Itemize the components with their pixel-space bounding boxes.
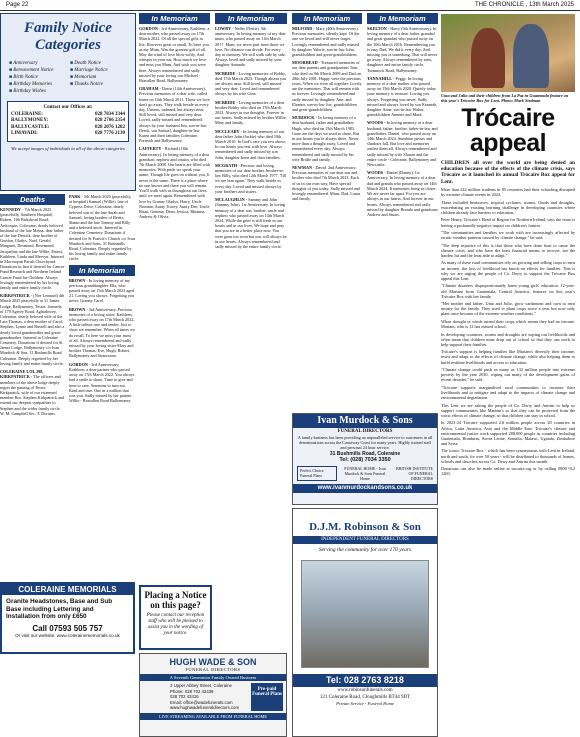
story-paragraph: Donations can also be made online at trocaire.org or by calling 0800 912 1200.: [441, 466, 575, 477]
wade-email: Email: office@wadefunerals.com: [170, 699, 233, 705]
category-item: ■ Death Notice: [70, 60, 131, 67]
notice-entry: [215, 129, 287, 160]
memoriam-heading-3: In Memoriam: [139, 13, 210, 24]
notice-name: GORDON: [69, 361, 88, 367]
office-town: COLERAINE:: [11, 111, 43, 117]
deaths-list: [0, 207, 65, 416]
notice-entry: [292, 60, 362, 112]
notice-entry: [139, 26, 210, 83]
story-paragraph: "Climate disasters disproportionately harm young girls' education. 12-year-old Mariam from Guatemala, Central America, features on this year's Trócaire Box with her family.: [441, 283, 575, 299]
memorials-title: COLERAINE MEMORIALS: [2, 584, 133, 595]
contact-offices: [7, 101, 129, 142]
photo-caption: Uma and Julia and their children from La Paz in Guatemala feature on this year's Trócaire Box for Lent. Photo: Mark Stedman: [441, 93, 569, 103]
notice-name: COLERAINE LOL 298, KIRKPATRICK: [0, 369, 44, 380]
category-item: ■ Anniversary: [9, 60, 70, 67]
story-paragraph: "The communities and families we work with are increasingly affected by erratic weather patterns caused by climate change," he said.: [441, 230, 575, 241]
memoriam-heading-6: In Memoriam: [367, 13, 438, 24]
memoriam-list-6: [367, 26, 438, 217]
office-town: LIMAVADI:: [11, 131, 38, 136]
category-item: ■ Birthday Memories: [9, 81, 70, 88]
trocaire-family-photo: [441, 14, 575, 92]
wade-fax: 028 702 43416: [170, 694, 199, 700]
story-paragraph: The iconic Trócaire Box - which has been synonymous with Lent in Ireland, north and south, for over 50 years - will be distributed to thousands of homes, schools and churches across Co. Derry and Antrim this month.: [441, 448, 575, 464]
ivan-body: A family business has been providing an unparalleled service to customers in all denominations across the Causeway Coast for many years. Highly trained staff and personal 24 hour service.: [297, 435, 433, 450]
notice-entry: [0, 369, 65, 416]
memorials-web: Or visit our website: www.colerainememorials.co.uk: [15, 632, 120, 638]
notice-text: - 7th March 2025 (peacefully, Southern Hospital) Robert, 166 Parkshead Road, Ardcospin, Coleraine, dearly beloved husband of the late Meina, dear father of the late Derrick, dear brother of Gordon, Gladys, Noel, Gerald, Margaret, Desmond, Rosemond, Jacqueline and the late Willie, Ernest, Kathleen, Linda and Mervyn. Interred in Macosquin Parish Churchyard. Donations in lieu if desired for Cancer Fund Research and Northern Ireland Cancer Fund for Children. Always lovingly remembered by his loving family and entire family circle.: [0, 207, 65, 291]
story-paragraph: In 2023-24 Trócaire supported 2.6 million people across 20 countries in Africa, Latin America, Asia and the Middle East. Trócaire's climate and environmental justice work supported 288,000 people in countries including Guatemala, Honduras, Sierra Leone, Somalia, Malawi, Uganda, Zimbabwe and Syria.: [441, 420, 575, 446]
notice-name: BROWN: [69, 277, 86, 283]
memoriam-column-6: [367, 13, 438, 413]
ivan-tel: Tel: (028) 7034 3350: [339, 457, 391, 463]
wade-phone: Phone: 028 702 43438: [170, 688, 214, 694]
memoriam-list-2: [69, 278, 135, 404]
notice-text: - In loving memory of my precious granddaughter Ella, who passed away on 15th March 2023 aged 21. Loving you always, Forgetting you never. Granny Carol.: [69, 277, 135, 304]
story-paragraph: CHILDREN all over the world are being denied an education because of the effects of the climate crisis, says Trócaire as it launched its annual Trócaire Box appeal for Lent.: [441, 160, 575, 185]
notice-name: GORDON: [139, 26, 158, 31]
hugh-wade-ad: [139, 653, 287, 737]
story-paragraph: As many of these rural communities rely on growing and selling crops to earn an income, the loss of livelihood has knock-on effects for families. This is why we are urging the people of Co. Derry to support the Trócaire Box appeal this Lent.: [441, 260, 576, 281]
notice-entry: [367, 120, 438, 167]
notice-text: - Sammy and John (Sammy John). 1st Anniversary. In loving memory of a dear son, brother, uncle and nephew who passed away on 14th March 2024. While the grief is still fresh in our hearts and in our lives, We hope and pray that you are in a better place now. You were gone too soon but you will always be in our hearts. Always remembered and sadly missed by the entire family circle.: [215, 197, 287, 249]
category-item: ■ Memoriam: [70, 74, 131, 81]
djm-tag: Serving the community for over 170 years: [318, 547, 412, 553]
story-paragraph: This Lent we are asking the people of Co. Derry and Antrim to help us support communities like Mariam's so that they can be protected from the worst effects of climate change, so that children can stay in school.: [441, 402, 575, 418]
page-number: Page 22: [6, 2, 29, 8]
notice-name: GRAHAM: [139, 86, 159, 92]
notice-name: MURDOCK: [292, 115, 315, 121]
ivan-plan-badge: Perfect Choice Funeral Plans: [297, 466, 337, 481]
notice-name: MCLAUGHLIN: [215, 197, 245, 203]
story-paragraph: "The deep injustice of this is that those who have done least to cause the climate crisis, and who have the least financial means to recover, are the hardest hit and the least able to adapt.": [441, 242, 575, 259]
notice-entry: [69, 307, 135, 359]
notice-name: KENNEDY: [0, 207, 21, 212]
office-phone: 028 7034 3344: [95, 111, 125, 117]
memoriam-heading-2: In Memoriam: [69, 265, 135, 276]
notice-name: TANNAHILL: [367, 75, 393, 81]
story-paragraph: When drought or winds ruined their crops which meant they had no income. Mariam, who is 12 has missed school.: [441, 318, 575, 330]
story-paragraph: "Climate change could push as many as 132 million people into extreme poverty by the year 2030, wiping out many of the development gains of recent decades," he said.: [441, 367, 575, 383]
notice-name: WOODS: [367, 170, 384, 176]
category-list: [9, 60, 131, 95]
notice-entry: [215, 26, 287, 68]
photo-figure-mother: [471, 28, 505, 88]
notice-entry: [292, 26, 362, 57]
notice-entry: [215, 163, 287, 194]
notice-name: MCCLEARY: [215, 128, 240, 134]
memoriam-list-5: [292, 26, 362, 202]
office-town: BALLYCASTLE:: [11, 124, 50, 130]
notice-text: - 3rd Anniversary, Kathleen, a dear partner who passed away on 17th March 2022. You always had a smile to share. Time to give and time to care. Someone to turn too. Kind and true. One in a million that was you. Sadly missed by her partner Willie - Bravallen Road Ballymoney.: [69, 361, 135, 404]
memoriam-list-4: [215, 26, 287, 249]
ivan-murdock-ad: [292, 413, 438, 505]
story-paragraph: In developing countries, storms and droughts are wiping out livelihoods and often mean that children must drop out of school so that they can work to help support their families.: [441, 331, 575, 347]
djm-web[interactable]: www.robinsonfunerals.com: [337, 688, 393, 693]
notice-name: WOODS: [367, 120, 384, 126]
notice-entry: [367, 170, 438, 217]
djm-robinson-ad: [292, 508, 438, 737]
ivan-sub: FUNERAL DIRECTORS: [337, 429, 393, 434]
notice-text: - David. 2nd Anniversary. Precious memories of our dear son and brother who died 7th March 2023. Each of us in our own way, Have special thoughts of you today. Sadly missed and lovingly remembered. Mum, Dad, Laura and family.: [292, 165, 361, 202]
notice-text: - Mary (40th Anniversary). Precious memories, silently kept. Of the one we loved and will never forget. Lovingly remembered and sadly missed by daughter Valerie, son-in-law John, grandchildren and great-grandchildren.: [292, 26, 360, 58]
memorials-body: Granite Headstones, Base and Sub Base including Lettering and Installation from only £650: [6, 598, 113, 621]
notice-name: NEWMAN: [292, 165, 313, 171]
paper-date: THE CHRONICLE , 13th March 2025: [474, 2, 574, 8]
notice-text: - Treasured memories of our dear parents and grandparents Tom, who died on 9th March 2009 and Dad on 28th July 2001. Happy were the precious years, When we were all together. Lovely are the memories, That will remain with us forever. Lovingly remembered and sadly missed by daughter, Ann, and Eleanor, son-in-law Joe, grandchildren and great-grandchildren.: [292, 60, 362, 113]
family-notice-categories: [0, 13, 136, 191]
notice-entry: [215, 197, 287, 249]
memorials-phone: Call 07593 505 757: [32, 623, 103, 633]
notice-name: LOWRY: [215, 26, 232, 31]
djm-sub: INDEPENDENT FUNERAL DIRECTORS: [293, 536, 437, 544]
notice-text: - Daniel (Danny). 1st Anniversary. In loving memory of a dear dad and granda who passed away on 14th March 2024. If memories bring us closer, We are never far apart. For you are always in our hearts, And forever in our hearts. Always remembered and sadly missed by daughter Brenda and grandsons Andrew and Stuart.: [367, 170, 438, 217]
story-headline: Trócaire appeal: [461, 104, 555, 157]
deaths-column: [0, 194, 65, 579]
category-left: [9, 60, 70, 95]
trocaire-story: [441, 160, 575, 479]
notice-text: - Precious and loving memories of our dear brother, brother-in-law Billy, who died 12th March 1977. 'Till we see him again.' They walk beside us every day. Loved and missed always by your brothers and sisters.: [215, 162, 287, 194]
office-phone: 028 2076 1282: [95, 124, 125, 130]
park-list: [69, 194, 135, 262]
notice-entry: [0, 207, 65, 290]
notice-text: - Harry (9th Anniversary). In loving memory of a dear father, grandad and great-grandad who passed away on the 10th March 2016. Remembering you is easy Dad, We did it every day, And missing you is something, That will never go away. Always remembered by sons, daughters and entire family circle, Turnmock Road, Ballymoney.: [367, 26, 438, 73]
story-paragraph: "Trócaire supports marginalised rural communities to increase their livelihoods and to mitigate and adapt to the impacts of climate change and environmental degradation.: [441, 384, 575, 401]
office-phone: 028 7776 2130: [95, 131, 125, 136]
notice-entry: [139, 86, 210, 143]
wade-address: 3 Upper Abbey Street, Coleraine: [170, 683, 232, 688]
placing-body: Please contact our reception staff who will be pleased to assist you in the wording of your notice.: [146, 613, 205, 636]
office-phone: 028 2766 2354: [95, 118, 125, 123]
notice-name: LAFFERTY: [139, 146, 162, 152]
wade-live: LIVE STREAMING AVAILABLE FROM FUNERAL HOME: [140, 713, 286, 720]
notice-name: SKELTON: [367, 26, 387, 31]
notice-text: - 3rd Anniversary, Precious memories of a loving sister, Kathleen, who passed away on 17th March 2022. A little tribute true and tender, Just to show we remember. When all times we do recall. To here we miss your most of all. Always remembered and sadly missed by your loving sister Mary and brother Thomas, Eve, Hugh, Robert, Ballymoney and Stranocum.: [69, 306, 135, 359]
category-item: ■ Birthday Wishes: [9, 88, 70, 95]
wade-contact: [140, 683, 251, 711]
story-paragraph: More than 242 million students in 85 countries had their schooling disrupted by extreme climate events in 2024.: [441, 187, 575, 198]
category-item: ■ Thanks Notice: [70, 81, 131, 88]
memoriam-heading-4: In Memoriam: [215, 13, 287, 24]
notice-entry: [215, 100, 287, 126]
notice-entry: [139, 146, 210, 219]
memoriam-list-3: [139, 26, 210, 219]
placing-title: Placing a Notice on this page?: [144, 590, 207, 610]
family-title: Family Notice Categories: [24, 20, 112, 53]
wade-tag: A Seventh Generation Family Owned Business: [140, 674, 286, 681]
wade-prepaid: Pre-paid Funeral Plans: [251, 683, 283, 711]
notice-name: BROWN: [69, 306, 86, 312]
coleraine-memorials-ad: [0, 582, 135, 654]
offices-table: [11, 112, 125, 138]
notice-name: MCGRATH: [215, 162, 238, 168]
story-paragraph: These included heatwaves, tropical cyclones, storms, floods and droughts, exacerbating an existing learning challenge in developing countries where children already face barriers to education.: [441, 199, 575, 216]
notice-name: MCBRIDE: [215, 70, 236, 76]
notice-text: - Nellie (Nettie). 5th anniversary. In loving memory of my dear mum, who passed away on 11th March 2017. Mum, we never part from those we love, No distance can divide. For every day in memory, We still walk side by side. Always loved and sadly missed by your daughter Amanda.: [215, 26, 286, 68]
ivan-home: FUNERAL HOME - Ivan Murdock & Sons Funeral Home: [344, 465, 386, 481]
notice-name: MOORHEAD: [292, 60, 318, 66]
ivan-name: Ivan Murdock & Sons: [293, 414, 437, 428]
notice-entry: [367, 76, 438, 118]
memoriam-column-4: [215, 13, 287, 575]
office-town: BALLYMONEY:: [11, 118, 49, 123]
notice-name: KIRKPATRICK: [0, 293, 30, 299]
notice-text: - Loving memories of Bobby, died 17th March 2023. Though absent you are always near, Still loved, still missed and very dear. Loved and remembered always by his wife Gina.: [215, 70, 287, 97]
wade-web[interactable]: www.hughwadefuneraldirectors.com: [170, 705, 240, 711]
notice-entry: [69, 194, 135, 262]
story-paragraph: Peter Henry, Trócaire's Head of Region for Northern Ireland, says the issue is having a profoundly negative impact on children's futures.: [441, 217, 575, 228]
category-right: [70, 60, 131, 95]
deaths-heading: Deaths: [0, 194, 65, 205]
office-row: [11, 131, 125, 138]
story-paragraph: "Her mother and father, Uma and Julio, grow cardamom and corn to earn money for the family. They used to plant crops twice a year but now only plant once because of the extreme weather conditions.": [441, 301, 575, 317]
notice-text: - Peggy. In loving memory of a dear mother who passed away on 15th March 2020. Quietly today your memory is treasure. Loving you always, Forgetting you never. Sadly missed and always loved by son Kenneth, daughter Anne, son-in-law Walter, grandchildren Annette and Mark.: [367, 75, 438, 118]
ivan-assoc: BRITISH INSTITUTE OF FUNERAL DIRECTORS: [396, 465, 433, 481]
notice-text: - 3rd Anniversary, Kathleen, a dear mother, who passed away on 17th March 2022. Of all the special gifts in life, However great or small, To have you as my Mum, Was the greatest gift of all. May the wind of love blow softly, And whisper in your ear, How much we love and miss you Mum, And wish you were here. Always remembered and sadly missed by your loving son Michael - Bravallen Road, Ballymoney.: [139, 26, 210, 84]
placing-notice-box: [139, 585, 212, 650]
notice-entry: [367, 26, 438, 73]
notice-entry: [0, 293, 65, 366]
photo-figure-father: [513, 24, 549, 88]
notice-name: MCBRIDE: [215, 99, 236, 105]
ivan-address: 31 Bushmills Road, Coleraine: [329, 451, 401, 457]
djm-tel: Tel: 028 2763 8218: [293, 674, 437, 687]
notice-text: - In loving memory of a dear husband, father, brother, father-in-law and grandfather, Daniel, who passed away on 14th March 2024. Sunshine passes and shadows fall, But love and memories outlast them all. Always remembered and sadly missed by wife Sharon and the entire circle - Coleraine, Ballymoney and Newcastle.: [367, 120, 438, 168]
notice-entry: [292, 165, 362, 201]
notice-text: - The officers and members of the above lodge deeply regret the passing of Tessie Kirkpatrick, wife of our esteemed member Bro. Stephen Kirkpatrick and extend our deepest sympathies to Stephen and the wider family circle. W. M. Campbell Sec. T. Dorrans.: [0, 374, 65, 416]
notice-text: - Loving memories of a dear brother Bobby who died on 17th March 2023. Always in our thoughts, Forever in our hearts. Sadly missed by brother Willie, Mary and family.: [215, 99, 287, 126]
offices-title: Contact our Offices at:: [43, 105, 93, 110]
djm-home: Private Service - Funeral Home: [336, 701, 394, 706]
djm-name: D.J.M. Robinson & Son: [309, 521, 421, 533]
notice-text: - In loving memory of our dear father John (Jackie) who died 10th March 2010. In God's care you rest above, In our hearts you rest with love. Always remembered and sadly missed by son John, daughter Irene and their families.: [215, 128, 287, 160]
djm-address: 121 Coleraine Road, Cloughmills BT44 9DT: [319, 695, 411, 700]
category-item: ■ Marriage Notice: [70, 67, 131, 74]
notice-entry: [69, 362, 135, 404]
memoriam-heading-5: In Memoriam: [292, 13, 362, 24]
category-item: ■ Bereavement Notice: [9, 67, 70, 74]
category-item: ■ Birth Notice: [9, 74, 70, 81]
notice-entry: [215, 71, 287, 97]
notice-text: - (Nee Leonard) 4th March 2025 peacefully at 31 James Lodge, Ballymoney, Tessie, formerly of 170 Agivey Road, Aghadowey, Coleraine, dearly beloved wife of the Late Thomas, a dear mother of Carol, Stephen, Lynne and Russell and also a dearly loved grandmother and great-grandmother. Interred in Coleraine Cemetery. Donations if desired for St James Lodge, Ballymoney c/o Ivan Murdock & Son, 31 Bushmills Road, Coleraine. Deeply regretted by her loving family and entire family circle.: [0, 293, 65, 366]
notice-text: - 5th March 2025 (peacefully, at hospital) Samuel (Willie), late of Cypress Drive, Coleraine, dearly beloved son of the late Sarah and Samuel, loving brother of Bertie, Shaun and the late Tommy and Billy and a beloved uncle. Interred in Coleraine Cemetery. Donations if desired for St Patrick's Church c/o Ivan Murdock and Sons, 31 Bushmills Road, Coleraine. Deeply regretted by his loving family and entire family circle.: [69, 194, 135, 262]
notice-entry: [69, 278, 135, 304]
notice-text: - Richard (18th Anniversary). In loving memory of a dear grandson, nephew and cousin, who died 7th March 2008. Our hearts are filled with memories, With pride we speak your name, Though life goes on without you, It never is the same. There is a place where no one knows and there you will remain. You'll walk with us throughout our lives, until we meet again. Remembered with love by Granny Gladys, Harry, Uncle Norman, Aunty Tracey, Aunty Dee, Uncle Brian, Gemma, Dean, Jessica, Rhianna, Andrew & Olivia.: [139, 146, 210, 220]
wade-name: HUGH WADE & SON: [169, 657, 257, 667]
notice-text: - In loving memory of a dear husband, father and grandfather, Hugh, who died on 15th March 1983. Gone are the days we used to share, But in our hearts you're always there. Never more than a thought away, Loved and remembered every day. Always remembered and sadly missed by his wife Bridie and family.: [292, 115, 360, 162]
story-paragraph: Trócaire's support is helping families like Mariam's diversify their income, resist and adapt to the effects of climate change, while also helping them to build resilient livelihoods and access to education.: [441, 349, 575, 365]
memoriam-column-5: [292, 13, 362, 409]
ivan-web[interactable]: www.ivanmurdockandsons.co.uk: [293, 484, 437, 493]
image-note: We accept images of individuals to all of the above categories: [11, 145, 125, 151]
notice-name: MILFORD: [292, 26, 313, 31]
funeral-home-photo: [301, 560, 429, 668]
notice-name: PARK: [69, 194, 81, 199]
notice-text: - Dawn (14th Anniversary). Precious memories of a dear wife, called home on 14th March 2011. Those we love don't go away, They walk beside us every day, Unseen, unheard, but always near, Still loved, still missed and very dear. Loved, sadly missed and remembered always by your husband Jim, son-in-law Derek, son Samuel, daughter-in-law Karen and their families Coleraine, Portrush and Ballymoney.: [139, 86, 210, 144]
notice-entry: [292, 115, 362, 162]
wade-sub: FUNERAL DIRECTORS: [185, 667, 241, 672]
page-header: [0, 0, 580, 11]
memoriam-column-3: [139, 13, 210, 583]
